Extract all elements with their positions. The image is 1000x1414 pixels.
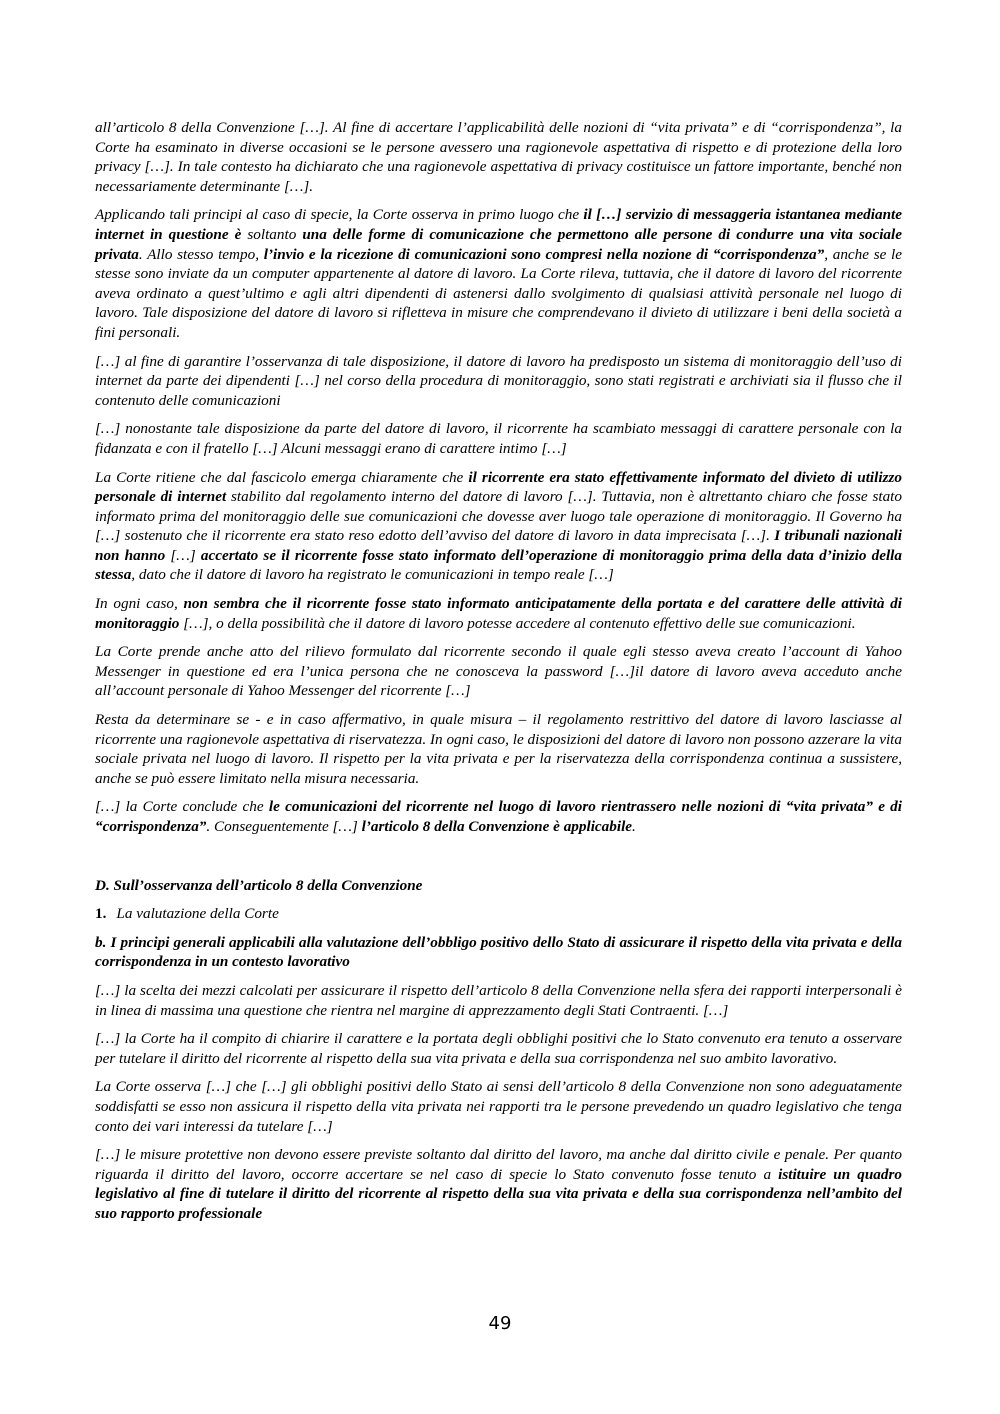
paragraph xyxy=(95,797,902,836)
paragraph: […] la scelta dei mezzi calcolati per assicurare il rispetto dell’articolo 8 della Convenzione nella sfera dei rapporti interpersonali è in linea di massima una questione che rientra nel margine di apprezzamento degli Stati Contraenti. […] xyxy=(95,981,902,1019)
text-run: . Conseguentemente […] xyxy=(206,818,362,835)
text-run: […] xyxy=(165,546,201,564)
paragraph: […] nonostante tale disposizione da parte del datore di lavoro, il ricorrente ha scambiato messaggi di carattere personale con la fidanzata e con il fratello […] Alcuni messaggi erano di carattere intimo […] xyxy=(95,420,902,457)
paragraph: Resta da determinare se - e in caso affermativo, in quale misura – il regolamento restrittivo del datore di lavoro lasciasse al ricorrente una ragionevole aspettativa di riservatezza. In ogni caso, le disposizioni del datore di lavoro non possono azzerare la vita sociale privata nel luogo di lavoro. Il rispetto per la vita privata e per la riservatezza della corrispondenza continua a sussistere, anche se può essere limitato nella misura necessaria. xyxy=(95,711,902,787)
paragraph xyxy=(95,1145,902,1223)
text-run: La Corte ritiene che dal fascicolo emerga chiaramente che xyxy=(95,468,469,486)
subsection-number: 1. xyxy=(95,905,107,923)
paragraph xyxy=(95,594,902,633)
text-run: […], o della possibilità che il datore di lavoro potesse accedere al contenuto effettivo delle sue comunicazioni. xyxy=(179,614,856,632)
bold-text-run: il […] servizio di messaggeria istantanea mediante internet in questione è xyxy=(95,206,902,243)
bold-text-run: il ricorrente era stato effettivamente informato del divieto di utilizzo personale di internet xyxy=(95,468,902,506)
paragraph: […] la Corte ha il compito di chiarire il carattere e la portata degli obblighi positivi che lo Stato convenuto era tenuto a osservare per tutelare il diritto del ricorrente al rispetto della sua vita privata e della sua corrispondenza nel suo ambito lavorativo. xyxy=(95,1030,902,1067)
bold-text-run: istituire un quadro legislativo al fine di tutelare il diritto del ricorrente al rispetto della sua vita privata e della sua corrispondenza nell’ambito del suo rapporto professionale xyxy=(95,1165,902,1222)
bold-text-run: una delle forme di comunicazione che permettono alle persone di condurre una vita sociale privata xyxy=(95,225,902,263)
section-heading: D. Sull’osservanza dell’articolo 8 della Convenzione xyxy=(95,876,423,894)
text-run: Applicando tali principi al caso di specie, la Corte osserva in primo luogo che xyxy=(95,206,584,224)
text-run: , dato che il datore di lavoro ha registrato le comunicazioni in tempo reale […] xyxy=(131,566,614,584)
section-spacer xyxy=(95,846,902,876)
page-number: 49 xyxy=(488,1313,512,1334)
text-run: In ogni caso, xyxy=(95,595,184,613)
bold-text-run: accertato se il ricorrente fosse stato informato dell’operazione di monitoraggio prima della data d’inizio della stessa xyxy=(95,546,902,584)
paragraph: all’articolo 8 della Convenzione […]. Al fine di accertare l’applicabilità delle nozioni di “vita privata” e di “corrispondenza”, la Corte ha esaminato in diverse occasioni se le persone avessero una ragionevole aspettativa di rispetto e di protezione della loro privacy […]. In tale contesto ha dichiarato che una ragionevole aspettativa di privacy costituisce un fattore importante, benché non necessariamente determinante […]. xyxy=(95,119,902,195)
paragraph: La Corte osserva […] che […] gli obblighi positivi dello Stato ai sensi dell’articolo 8 della Convenzione non sono adeguatamente soddisfatti se esso non assicura il rispetto della vita privata nei rapporti tra le persone prevedendo un quadro legislativo che tenga conto dei vari interessi da tutelare […] xyxy=(95,1078,902,1135)
text-run: . Allo stesso tempo, xyxy=(138,245,264,263)
bold-text-run: le comunicazioni del ricorrente nel luogo di lavoro rientrassero nelle nozioni di “vita privata” e di “corrispondenza” xyxy=(95,798,902,835)
bold-text-run: l’invio e la ricezione di comunicazioni sono compresi nella nozione di “corrispondenza” xyxy=(263,245,825,263)
text-run: . xyxy=(632,818,636,835)
text-run: […] le misure protettive non devono essere previste soltanto dal diritto del lavoro, ma anche dal diritto civile e penale. Per quanto riguarda il diritto del lavoro, occorre accertare se nel caso di specie lo Stato convenuto fosse tenuto a xyxy=(95,1146,902,1183)
text-run: stabilito dal regolamento interno del datore di lavoro […]. Tuttavia, non è altrettanto chiaro che fosse stato informato prima del monitoraggio delle sue comunicazioni che dovesse aver luogo tale operazione di monitoraggio. Il Governo ha […] sostenuto che il ricorrente era stato reso edotto dell’avviso del datore di lavoro in data imprecisata […]. xyxy=(95,488,902,545)
bold-text-run: I tribunali nazionali non hanno xyxy=(95,527,902,564)
subsection-label: La valutazione della Corte xyxy=(116,905,279,923)
text-run: , anche se le stesse sono inviate da un computer appartenente al datore di lavoro. La Corte rileva, tuttavia, che il datore di lavoro del ricorrente aveva ordinato a quest’ultimo e agli altri dipendenti di astenersi dallo svolgimento di qualsiasi attività personale nel luogo di lavoro. Tale disposizione del datore di lavoro si rifletteva in misure che comprendevano il divieto di utilizzare i beni della società a fini personali. xyxy=(95,245,903,341)
text-run: soltanto xyxy=(241,225,303,243)
paragraph xyxy=(95,468,902,586)
paragraph: […] al fine di garantire l’osservanza di tale disposizione, il datore di lavoro ha predisposto un sistema di monitoraggio dell’uso di internet da parte dei dipendenti […] nel corso della procedura di monitoraggio, sono stati registrati e archiviati sia il flusso che il contenuto delle comunicazioni xyxy=(95,352,902,409)
subsection-b-heading: b. I principi generali applicabili alla valutazione dell’obbligo positivo dello Stato di assicurare il rispetto della vita privata e della corrispondenza in un contesto lavorativo xyxy=(95,933,902,971)
subsection-heading xyxy=(95,904,902,924)
bold-text-run: l’articolo 8 della Convenzione è applicabile xyxy=(361,818,633,835)
bold-text-run: non sembra che il ricorrente fosse stato informato anticipatamente della portata e del carattere delle attività di monitoraggio xyxy=(95,595,902,632)
document-body xyxy=(95,118,902,1233)
paragraph xyxy=(95,205,902,342)
paragraph: La Corte prende anche atto del rilievo formulato dal ricorrente secondo il quale egli stesso aveva creato l’account di Yahoo Messenger in questione ed era l’unica persona che ne conosceva la password […]il datore di lavoro aveva acceduto anche all’account personale di Yahoo Messenger del ricorrente […] xyxy=(95,643,902,700)
text-run: […] la Corte conclude che xyxy=(95,798,269,816)
